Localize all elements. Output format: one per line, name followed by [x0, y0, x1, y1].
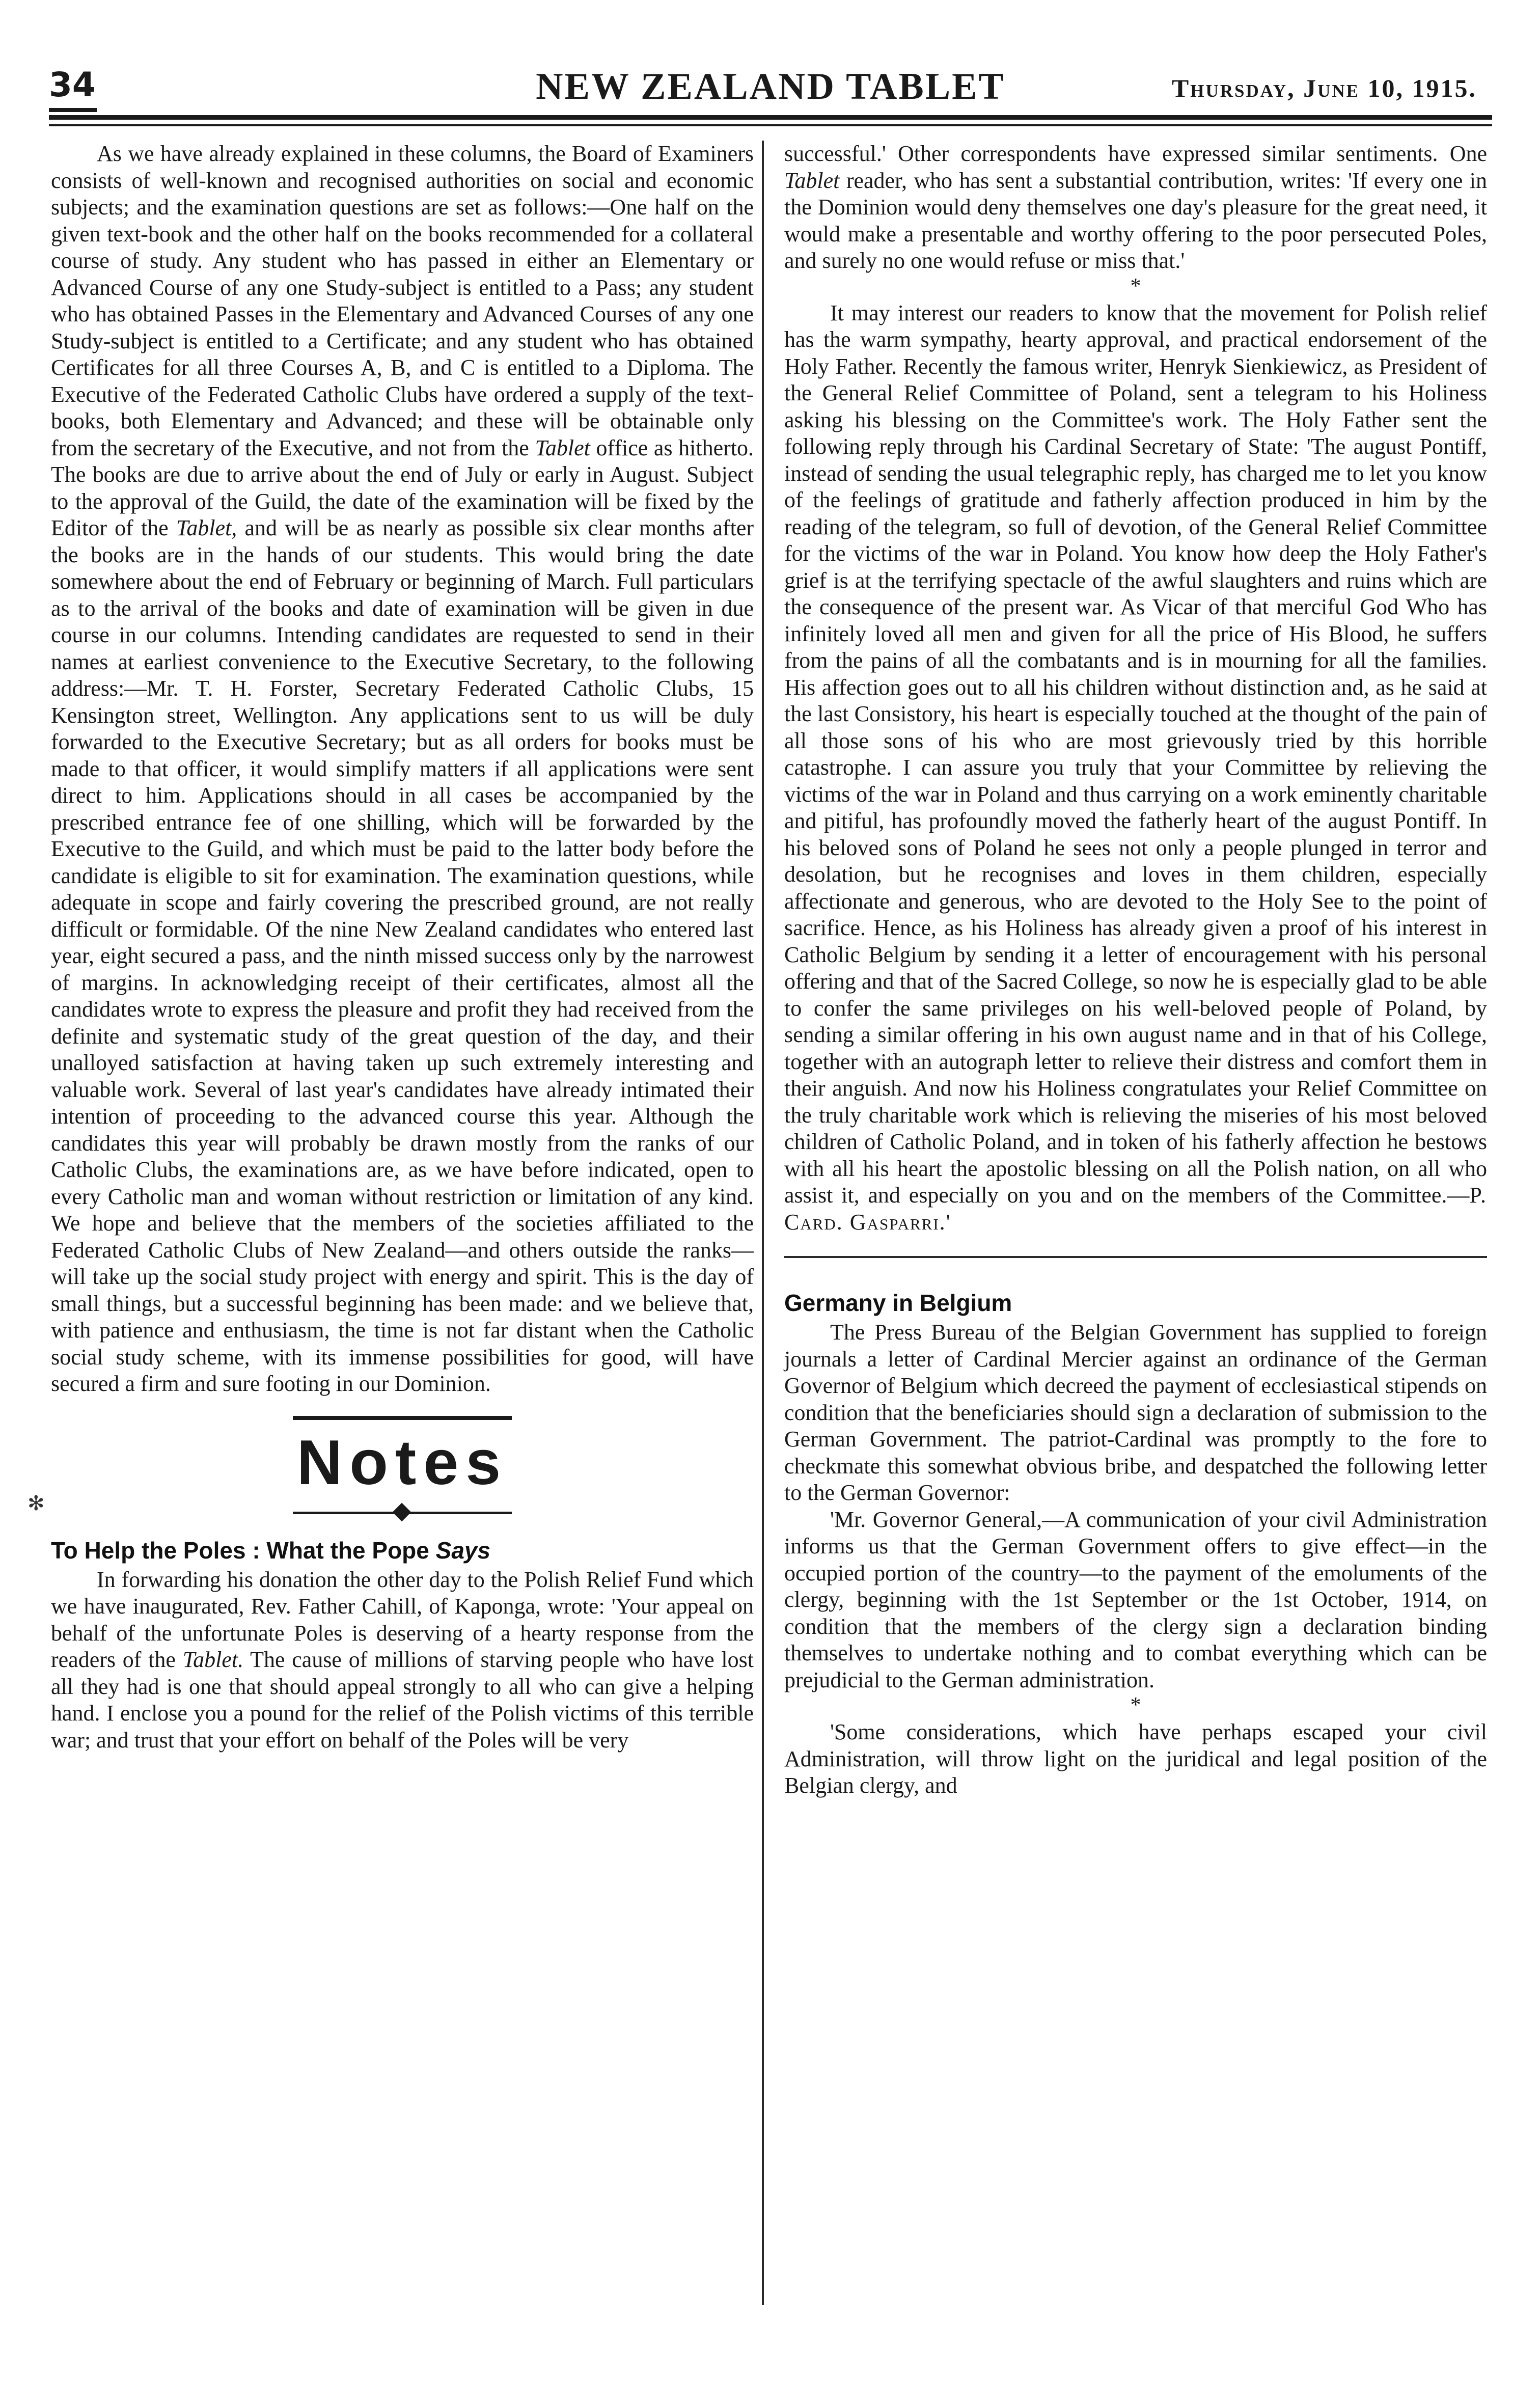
article-paragraph: In forwarding his donation the other day to the Polish Relief Fund which we have inaugurated, Rev. Father Cahill, of Kaponga, wrote: 'Your appeal on behalf of the unfortunate Poles is deserving of a hearty response from the readers of the Tablet. The cause of millions of starving people who have lost all they had is one that should appeal strongly to all who can give a helping hand. I enclose you a pound for the relief of the Polish victims of this terrible war; and trust that your effort on behalf of the Poles will be very: [51, 1567, 754, 1753]
notes-ornament: [293, 1502, 512, 1523]
notes-top-rule: [293, 1416, 512, 1420]
article-paragraph: It may interest our readers to know that the movement for Polish relief has the warm sympathy, hearty approval, and practical endorsement of the Holy Father. Recently the famous writer, Henryk Sienkiewicz, as President of the General Relief Committee of Poland, sent a telegram to his Holiness asking his blessing on the Committee's work. The Holy Father sent the following reply through his Cardinal Secretary of State: 'The august Pontiff, instead of sending the usual telegraphic reply, has charged me to let you know of the feelings of gratitude and fatherly affection produced in him by the reading of the telegram, so full of devotion, of the General Relief Committee for the victims of the war in Poland. You know how deep the Holy Father's grief is at the terrifying spectacle of the awful slaughters and ruins which are the consequence of the present war. As Vicar of that merciful God Who has infinitely loved all men and given for all the price of His Blood, he suffers from the pains of all the combatants and is in mourning for all the families. His affection goes out to all his children without distinction and, as he said at the last Consistory, his heart is especially touched at the thought of the pain of all those sons of his who are most grievously tried by this horrible catastrophe. I can assure you truly that your Committee by relieving the victims of the war in Poland and thus carrying on a work eminently charitable and pitiful, has profoundly moved the fatherly heart of the august Pontiff. In his beloved sons of Poland he sees not only a people plunged in terror and desolation, but he recognises and loves in them children, especially affectionate and generous, who are devoted to the Holy See to the point of sacrifice. Hence, as his Holiness has already given a proof of his interest in Catholic Belgium by sending it a letter of encouragement with his personal offering and that of the Sacred College, so now he is especially glad to be able to confer the same privileges on his well-beloved people of Poland, by sending a similar offering in his own august name and in that of his College, together with an autograph letter to relieve their distress and comfort them in their anguish. And now his Holiness congratulates your Relief Committee on the truly charitable work which is relieving the miseries of his most beloved children of Catholic Poland, and in token of his fatherly affection he bestows with all his heart the apostolic blessing on all the Polish nation, on all who assist it, and especially on you and on the members of the Committee.—P. Card. Gasparri.': [784, 300, 1487, 1235]
header-rule-thin: [49, 124, 1492, 126]
margin-mark: ✻: [28, 1492, 45, 1515]
diamond-ornament-icon: [393, 1502, 411, 1521]
signature: P. Card. Gasparri.': [784, 1183, 1487, 1235]
right-column: [784, 141, 1487, 1799]
left-column: [51, 141, 754, 1754]
page-number: 34: [49, 65, 96, 104]
publication-title: NEW ZEALAND TABLET: [536, 66, 1005, 107]
section-heading-germany: Germany in Belgium: [784, 1290, 1012, 1316]
notes-heading: Notes: [296, 1427, 508, 1498]
section-asterisk: *: [1130, 1693, 1141, 1717]
article-paragraph: successful.' Other correspondents have expressed similar sentiments. One Tablet reader, who has sent a substantial contribution, writes: 'If every one in the Dominion would deny themselves one day's pleasure for the great need, it would make a presentable and worthy offering to the poor persecuted Poles, and surely no one would refuse or miss that.': [784, 141, 1487, 273]
section-rule: [784, 1256, 1487, 1258]
masthead: [49, 65, 1492, 116]
page-number-underline: [49, 108, 97, 112]
article-paragraph: The Press Bureau of the Belgian Government has supplied to foreign journals a letter of Cardinal Mercier against an ordinance of the German Governor of Belgium which decreed the payment of ecclesiastical stipends on condition that the beneficiaries should sign a declaration of submission to the German Government. The patriot-Cardinal was promptly to the fore to checkmate this somewhat obvious bribe, and despatched the following letter to the German Governor:: [784, 1320, 1487, 1505]
section-asterisk: *: [1130, 274, 1141, 298]
article-paragraph: 'Mr. Governor General,—A communication of your civil Administration informs us that the German Government offers to give effect—in the occupied portion of the country—to the payment of the emoluments of the clergy, beginning with the 1st September or the 1st October, 1914, on condition that the members of the clergy sign a declaration binding themselves to undertake nothing and to combat everything which can be prejudicial to the German administration.: [784, 1507, 1487, 1692]
article-paragraph: As we have already explained in these columns, the Board of Examiners consists of well-known and recognised authorities on social and economic subjects; and the examination questions are set as follows:—One half on the given text-book and the other half on the books recommended for a collateral course of study. Any student who has passed in either an Elementary or Advanced Course of any one Study-subject is entitled to a Pass; any student who has obtained Passes in the Elementary and Advanced Courses of any one Study-subject is entitled to a Certificate; and any student who has obtained Certificates for all three Courses A, B, and C is entitled to a Diploma. The Executive of the Federated Catholic Clubs have ordered a supply of the text-books, both Elementary and Advanced; and these will be obtainable only from the secretary of the Executive, and not from the Tablet office as hitherto. The books are due to arrive about the end of July or early in August. Subject to the approval of the Guild, the date of the examination will be fixed by the Editor of the Tablet, and will be as nearly as possible six clear months after the books are in the hands of our students. This would bring the date somewhere about the end of February or beginning of March. Full particulars as to the arrival of the books and date of examination will be given in due course in our columns. Intending candidates are requested to send in their names at earliest convenience to the Executive Secretary, to the following address:—Mr. T. H. Forster, Secretary Federated Catholic Clubs, 15 Kensington street, Wellington. Any applications sent to us will be duly forwarded to the Executive Secretary; but as all orders for books must be made to that officer, it would simplify matters if all applications were sent direct to him. Applications should in all cases be accompanied by the prescribed entrance fee of one shilling, which will be forwarded by the Executive to the Guild, and which must be paid to the latter body before the candidate is eligible to sit for examination. The examination questions, while adequate in scope and fairly covering the prescribed ground, are not really difficult or formidable. Of the nine New Zealand candidates who entered last year, eight secured a pass, and the ninth missed success only by the narrowest of margins. In acknowledging receipt of their certificates, almost all the candidates wrote to express the pleasure and profit they had received from the definite and systematic study of the great question of the day, and their unalloyed satisfaction at having taken up such extremely interesting and valuable work. Several of last year's candidates have already intimated their intention of proceeding to the advanced course this year. Although the candidates this year will probably be drawn mostly from the ranks of our Catholic Clubs, the examinations are, as we have before indicated, open to every Catholic man and woman without restriction or limitation of any kind. We hope and believe that the members of the societies affiliated to the Federated Catholic Clubs of New Zealand—and others outside the ranks—will take up the social study project with energy and spirit. This is the day of small things, but a successful beginning has been made: and we believe that, with patience and enthusiasm, the time is not far distant when the Catholic social study scheme, with its immense possibilities for good, will have secured a firm and sure footing in our Dominion.: [51, 141, 754, 1396]
issue-date: Thursday, June 10, 1915.: [1171, 74, 1477, 102]
column-divider: [762, 141, 764, 2305]
article-paragraph: 'Some considerations, which have perhaps escaped your civil Administration, will throw light on the juridical and legal position of the Belgian clergy, and: [784, 1719, 1487, 1798]
section-heading-poles: To Help the Poles : What the Pope Says: [51, 1537, 491, 1564]
header-rule-thick: [49, 115, 1492, 120]
